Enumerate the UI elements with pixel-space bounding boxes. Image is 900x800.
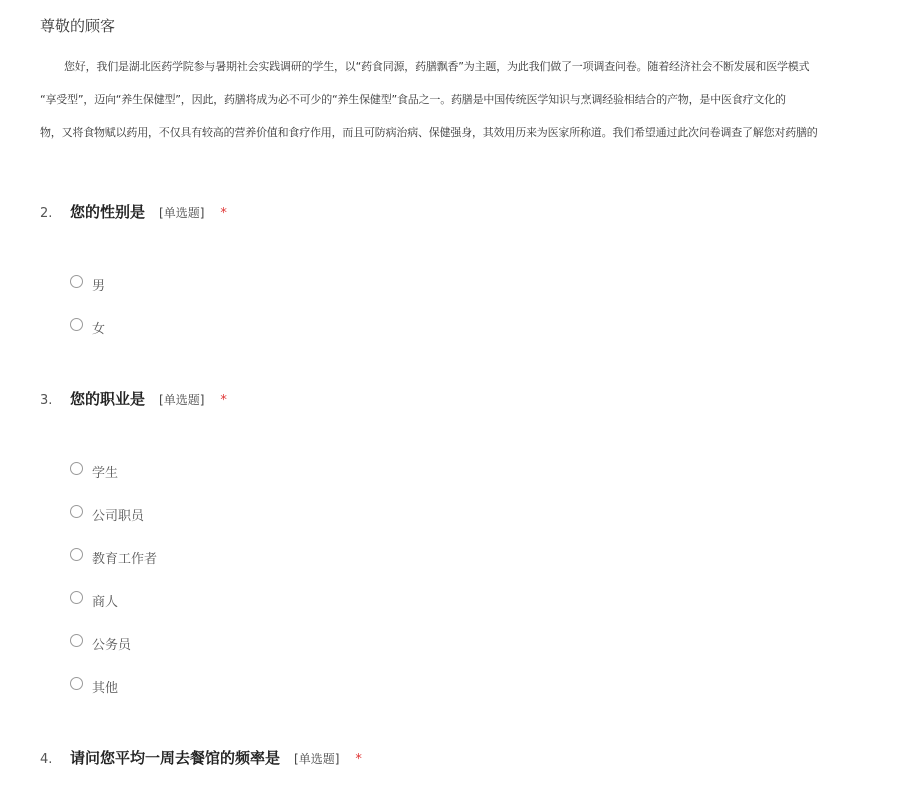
- option-label: 教育工作者: [92, 552, 158, 567]
- option-student[interactable]: [70, 450, 157, 493]
- question-title: 您的性别是: [70, 203, 146, 221]
- intro-text-line-2: “享受型”，迈向“养生保健型”，因此，药膳将成为必不可少的“养生保健型”食品之一。药膳是中国传统医学知识与烹调经验相结合的产物，是中医食疗文化的: [40, 93, 786, 106]
- option-label: 公司职员: [92, 509, 145, 524]
- question-type-label: [单选题]: [159, 393, 205, 407]
- question-gender: [40, 201, 900, 337]
- required-mark: *: [220, 206, 227, 221]
- question-number: 4.: [40, 752, 53, 767]
- question-occupation: [40, 388, 900, 696]
- radio-button-icon[interactable]: [70, 591, 83, 604]
- option-label: 学生: [92, 466, 119, 481]
- option-list: [70, 263, 105, 349]
- option-educator[interactable]: [70, 536, 157, 579]
- option-label: 男: [92, 279, 106, 294]
- radio-button-icon[interactable]: [70, 505, 83, 518]
- option-other[interactable]: [70, 665, 157, 708]
- question-header: [40, 388, 900, 410]
- greeting-heading: 尊敬的顾客: [40, 17, 116, 35]
- option-businessperson[interactable]: [70, 579, 157, 622]
- question-header: [40, 201, 900, 223]
- option-label: 商人: [92, 595, 119, 610]
- radio-button-icon[interactable]: [70, 275, 83, 288]
- question-number: 2.: [40, 206, 53, 221]
- question-header: [40, 747, 900, 769]
- radio-button-icon[interactable]: [70, 318, 83, 331]
- option-civil-servant[interactable]: [70, 622, 157, 665]
- question-type-label: [单选题]: [159, 206, 205, 220]
- option-female[interactable]: [70, 306, 105, 349]
- question-type-label: [单选题]: [294, 752, 340, 766]
- radio-button-icon[interactable]: [70, 548, 83, 561]
- radio-button-icon[interactable]: [70, 634, 83, 647]
- option-male[interactable]: [70, 263, 105, 306]
- intro-text-line-1: 您好，我们是湖北医药学院参与暑期社会实践调研的学生，以“药食同源，药膳飘香”为主题，为此我们做了一项调查问卷。随着经济社会不断发展和医学模式: [64, 60, 810, 73]
- radio-button-icon[interactable]: [70, 462, 83, 475]
- question-title: 您的职业是: [70, 390, 146, 408]
- question-number: 3.: [40, 393, 53, 408]
- question-title: 请问您平均一周去餐馆的频率是: [70, 749, 281, 767]
- required-mark: *: [355, 752, 362, 767]
- question-restaurant-frequency: [40, 747, 900, 769]
- option-label: 其他: [92, 681, 119, 696]
- option-label: 公务员: [92, 638, 132, 653]
- required-mark: *: [220, 393, 227, 408]
- intro-text-line-3: 物，又将食物赋以药用，不仅具有较高的营养价值和食疗作用，而且可防病治病、保健强身，其效用历来为医家所称道。我们希望通过此次问卷调查了解您对药膳的: [40, 126, 818, 139]
- option-company-employee[interactable]: [70, 493, 157, 536]
- radio-button-icon[interactable]: [70, 677, 83, 690]
- option-list: [70, 450, 157, 708]
- option-label: 女: [92, 322, 106, 337]
